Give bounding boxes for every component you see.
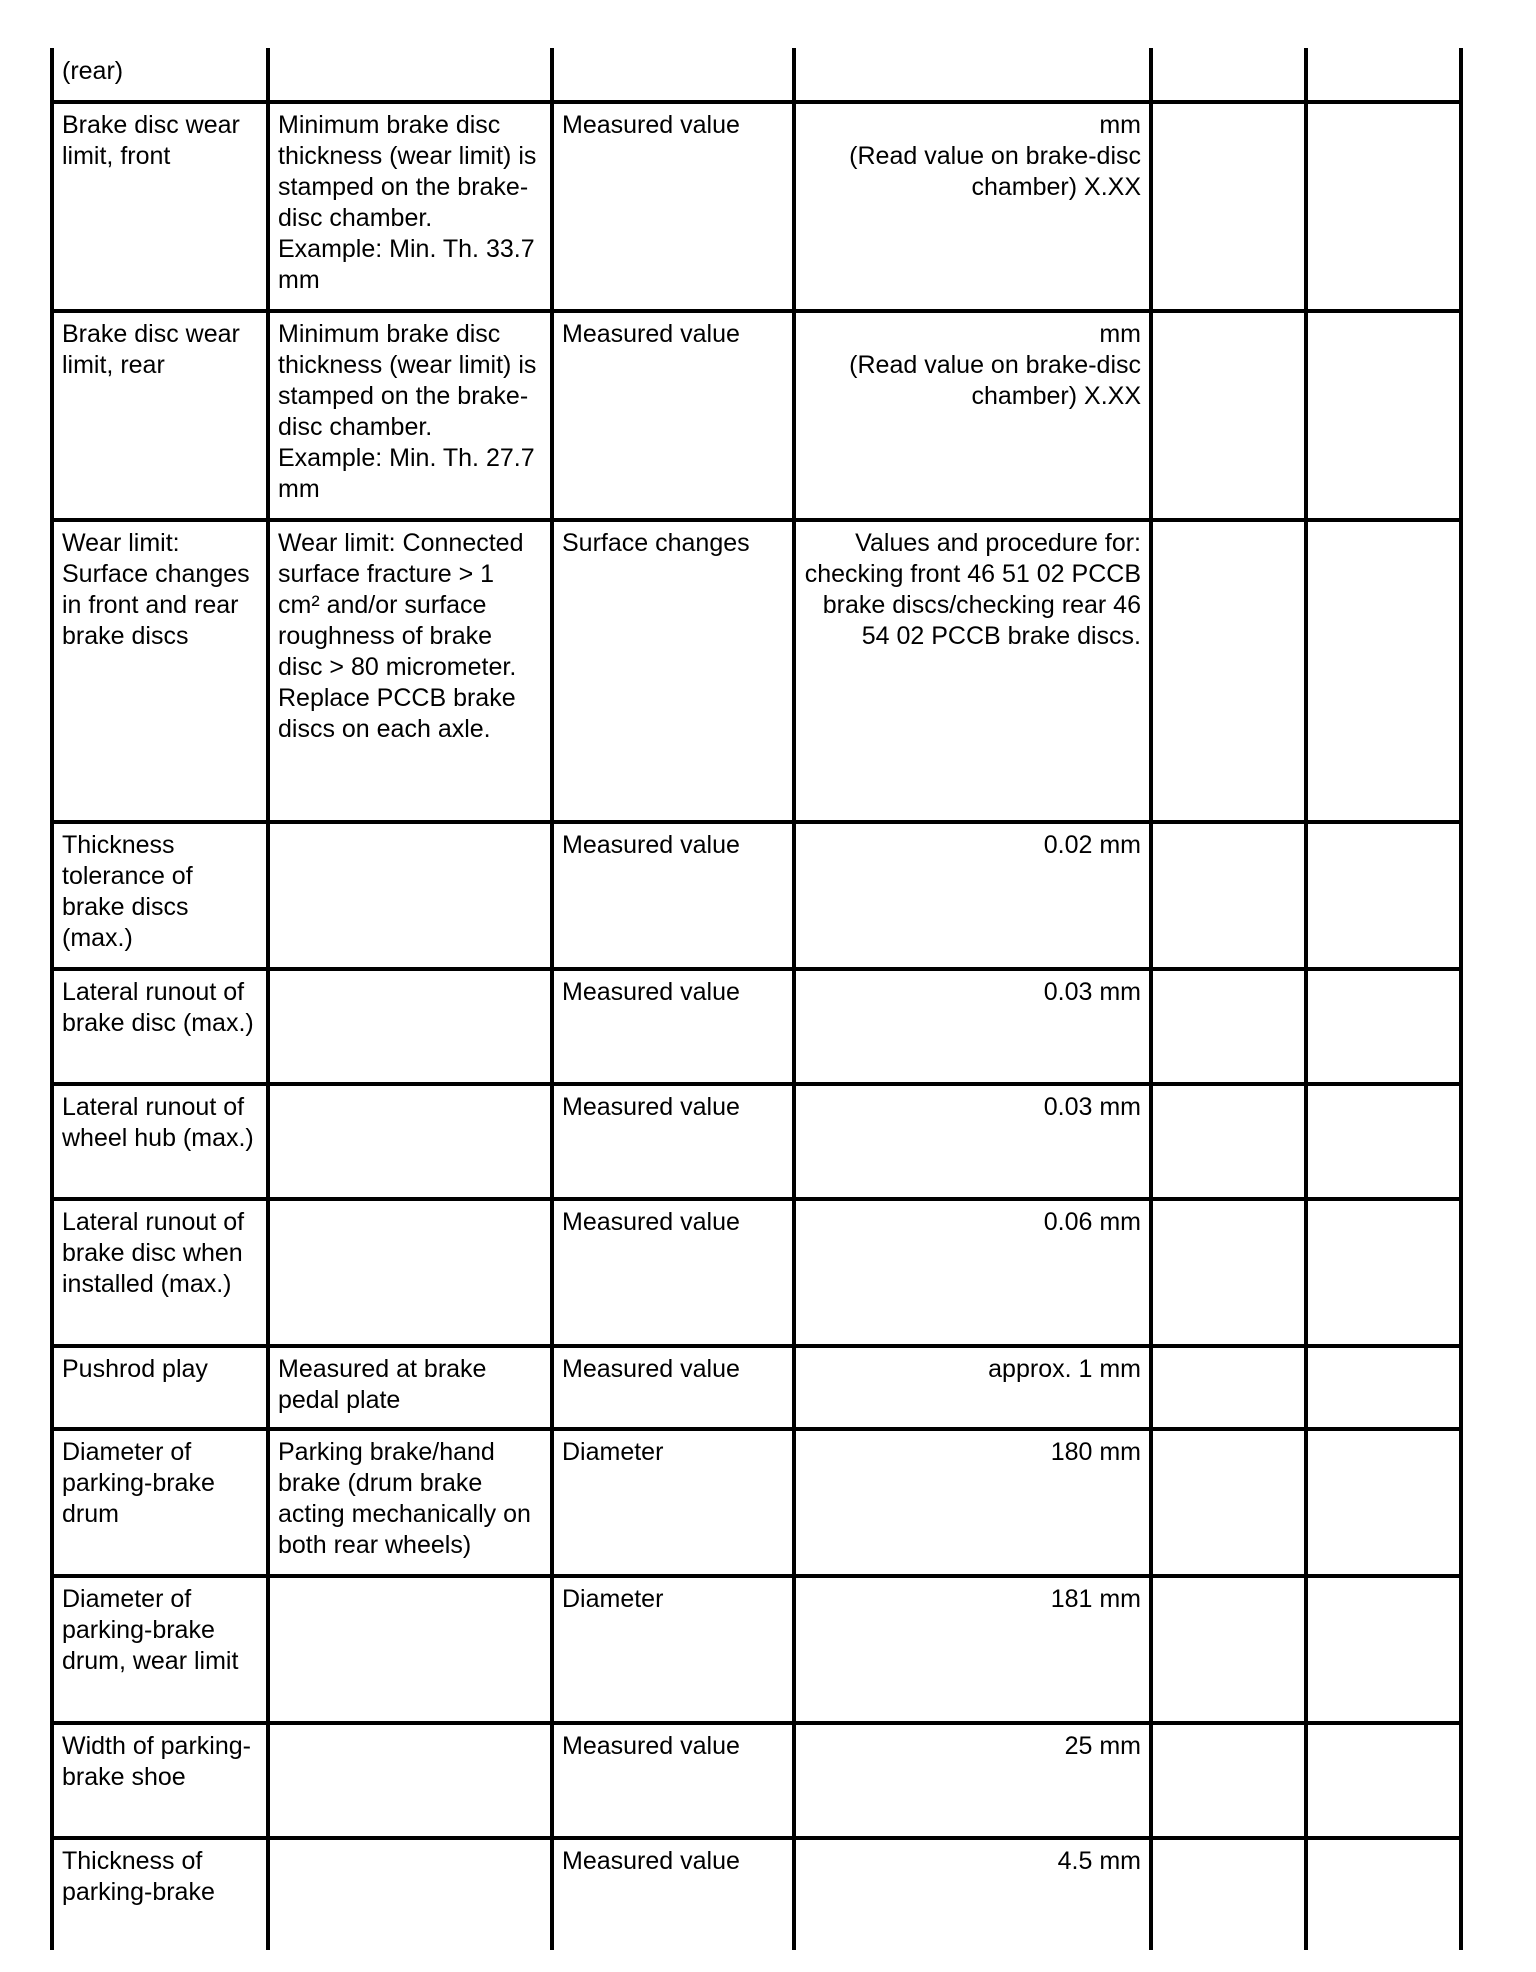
spec-value: 4.5 mm: [1057, 1847, 1141, 1875]
spec-remark: Minimum brake disc thickness (wear limit) is stamped on the brake-disc chamber. Example: Min. Th. 27.7 mm: [278, 320, 537, 503]
spec-type-cell: [552, 311, 794, 520]
spec-extra-cell-2: [1306, 822, 1461, 969]
spec-type: Measured value: [562, 831, 740, 859]
spec-type: Diameter: [562, 1438, 664, 1466]
table-row: [52, 969, 1461, 1084]
spec-name-cell: [52, 1576, 268, 1723]
spec-value: 0.06 mm: [1043, 1208, 1141, 1236]
brake-specifications-table: [50, 48, 1463, 1950]
spec-name: Thickness of parking-brake: [62, 1847, 215, 1906]
spec-type-cell: [552, 1429, 794, 1576]
spec-name-cell: [52, 969, 268, 1084]
spec-extra-cell-1: [1151, 1576, 1306, 1723]
spec-name: Width of parking-brake shoe: [62, 1732, 251, 1791]
spec-value-cell: [794, 1346, 1151, 1429]
spec-remark: Parking brake/hand brake (drum brake acting mechanically on both rear wheels): [278, 1438, 531, 1559]
table-row: [52, 1723, 1461, 1838]
spec-name-cell: [52, 1084, 268, 1199]
spec-type: Surface changes: [562, 529, 750, 557]
spec-type: Measured value: [562, 111, 740, 139]
spec-value: 180 mm: [1050, 1438, 1141, 1466]
spec-extra-cell-1: [1151, 1723, 1306, 1838]
spec-name: Pushrod play: [62, 1355, 208, 1383]
spec-extra-cell-2: [1306, 1346, 1461, 1429]
spec-value: 25 mm: [1064, 1732, 1141, 1760]
spec-extra-cell-2: [1306, 1723, 1461, 1838]
spec-extra-cell-2: [1306, 1838, 1461, 1950]
spec-extra-cell-1: [1151, 1199, 1306, 1346]
spec-extra-cell-1: [1151, 1838, 1306, 1950]
spec-extra-cell-1: [1151, 102, 1306, 311]
spec-value-cell: [794, 520, 1151, 822]
spec-type: Measured value: [562, 1093, 740, 1121]
spec-value-cell: [794, 1199, 1151, 1346]
spec-type-cell: [552, 1723, 794, 1838]
spec-value-cell: [794, 311, 1151, 520]
spec-extra-cell-2: [1306, 520, 1461, 822]
spec-value: 0.03 mm: [1043, 1093, 1141, 1121]
spec-name-cell: [52, 1723, 268, 1838]
spec-remark-cell: [268, 1084, 552, 1199]
spec-remark-cell: [268, 969, 552, 1084]
spec-name-cell: [52, 48, 268, 102]
table-row: [52, 520, 1461, 822]
spec-extra-cell-2: [1306, 969, 1461, 1084]
spec-type-cell: [552, 48, 794, 102]
spec-type-cell: [552, 1084, 794, 1199]
spec-name-cell: [52, 520, 268, 822]
spec-remark-cell: [268, 1346, 552, 1429]
spec-name: Thickness tolerance of brake discs (max.): [62, 831, 193, 952]
spec-remark-cell: [268, 1576, 552, 1723]
spec-value-cell: [794, 48, 1151, 102]
spec-name: Diameter of parking-brake drum: [62, 1438, 215, 1528]
spec-remark-cell: [268, 1429, 552, 1576]
spec-extra-cell-2: [1306, 311, 1461, 520]
spec-extra-cell-2: [1306, 1084, 1461, 1199]
spec-value: 0.02 mm: [1043, 831, 1141, 859]
spec-name-cell: [52, 822, 268, 969]
spec-value-cell: [794, 822, 1151, 969]
spec-type: Measured value: [562, 978, 740, 1006]
spec-extra-cell-1: [1151, 1429, 1306, 1576]
spec-name: Lateral runout of brake disc (max.): [62, 978, 254, 1037]
spec-type: Measured value: [562, 1208, 740, 1236]
spec-name: Brake disc wear limit, front: [62, 111, 240, 170]
spec-name-cell: [52, 1346, 268, 1429]
spec-value-cell: [794, 1723, 1151, 1838]
spec-extra-cell-1: [1151, 311, 1306, 520]
spec-name: Lateral runout of wheel hub (max.): [62, 1093, 254, 1152]
spec-value-cell: [794, 1084, 1151, 1199]
spec-value: mm (Read value on brake-disc chamber) X.XX: [849, 320, 1141, 410]
spec-remark-cell: [268, 48, 552, 102]
spec-type-cell: [552, 1199, 794, 1346]
spec-extra-cell-2: [1306, 1199, 1461, 1346]
spec-value: 0.03 mm: [1043, 978, 1141, 1006]
spec-extra-cell-1: [1151, 520, 1306, 822]
spec-remark-cell: [268, 102, 552, 311]
spec-type: Measured value: [562, 1355, 740, 1383]
spec-name-cell: [52, 1838, 268, 1950]
table-row: [52, 1199, 1461, 1346]
spec-value-cell: [794, 1429, 1151, 1576]
spec-name-cell: [52, 102, 268, 311]
spec-remark-cell: [268, 1199, 552, 1346]
spec-value-cell: [794, 1576, 1151, 1723]
table-row: [52, 48, 1461, 102]
spec-type-cell: [552, 520, 794, 822]
spec-name: Lateral runout of brake disc when installed (max.): [62, 1208, 245, 1298]
spec-type-cell: [552, 1838, 794, 1950]
table-row: [52, 1429, 1461, 1576]
spec-name: Diameter of parking-brake drum, wear limit: [62, 1585, 239, 1675]
spec-remark: Wear limit: Connected surface fracture > 1 cm² and/or surface roughness of brake disc > 80 micrometer. Replace PCCB brake discs on each axle.: [278, 529, 524, 743]
spec-value: mm (Read value on brake-disc chamber) X.XX: [849, 111, 1141, 201]
spec-remark-cell: [268, 520, 552, 822]
spec-value-cell: [794, 1838, 1151, 1950]
spec-remark-cell: [268, 1723, 552, 1838]
spec-value: approx. 1 mm: [988, 1355, 1141, 1383]
table-row: [52, 1838, 1461, 1950]
spec-value-cell: [794, 102, 1151, 311]
spec-type: Diameter: [562, 1585, 664, 1613]
spec-extra-cell-1: [1151, 822, 1306, 969]
spec-remark: Minimum brake disc thickness (wear limit) is stamped on the brake-disc chamber. Example: Min. Th. 33.7 mm: [278, 111, 537, 294]
spec-type-cell: [552, 1346, 794, 1429]
spec-extra-cell-1: [1151, 969, 1306, 1084]
spec-type-cell: [552, 1576, 794, 1723]
spec-extra-cell-2: [1306, 1429, 1461, 1576]
spec-type: Measured value: [562, 1847, 740, 1875]
spec-extra-cell-1: [1151, 1084, 1306, 1199]
spec-remark-cell: [268, 822, 552, 969]
spec-name-cell: [52, 1199, 268, 1346]
spec-name: Wear limit: Surface changes in front and rear brake discs: [62, 529, 250, 650]
spec-name: Brake disc wear limit, rear: [62, 320, 240, 379]
spec-type: Measured value: [562, 320, 740, 348]
table-row: [52, 822, 1461, 969]
spec-extra-cell-2: [1306, 1576, 1461, 1723]
spec-name-cell: [52, 311, 268, 520]
spec-extra-cell-1: [1151, 1346, 1306, 1429]
spec-value: Values and procedure for: checking front 46 51 02 PCCB brake discs/checking rear 46 54 02 PCCB brake discs.: [804, 529, 1141, 650]
spec-value-cell: [794, 969, 1151, 1084]
table-row: [52, 311, 1461, 520]
spec-type-cell: [552, 102, 794, 311]
spec-type-cell: [552, 969, 794, 1084]
table-row: [52, 1346, 1461, 1429]
spec-remark: Measured at brake pedal plate: [278, 1355, 487, 1414]
spec-extra-cell-2: [1306, 48, 1461, 102]
spec-extra-cell-2: [1306, 102, 1461, 311]
spec-remark-cell: [268, 1838, 552, 1950]
table-row: [52, 102, 1461, 311]
spec-type-cell: [552, 822, 794, 969]
spec-extra-cell-1: [1151, 48, 1306, 102]
spec-value: 181 mm: [1050, 1585, 1141, 1613]
table-row: [52, 1576, 1461, 1723]
table-row: [52, 1084, 1461, 1199]
spec-name-cell: [52, 1429, 268, 1576]
spec-type: Measured value: [562, 1732, 740, 1760]
spec-remark-cell: [268, 311, 552, 520]
spec-name: (rear): [62, 57, 124, 85]
